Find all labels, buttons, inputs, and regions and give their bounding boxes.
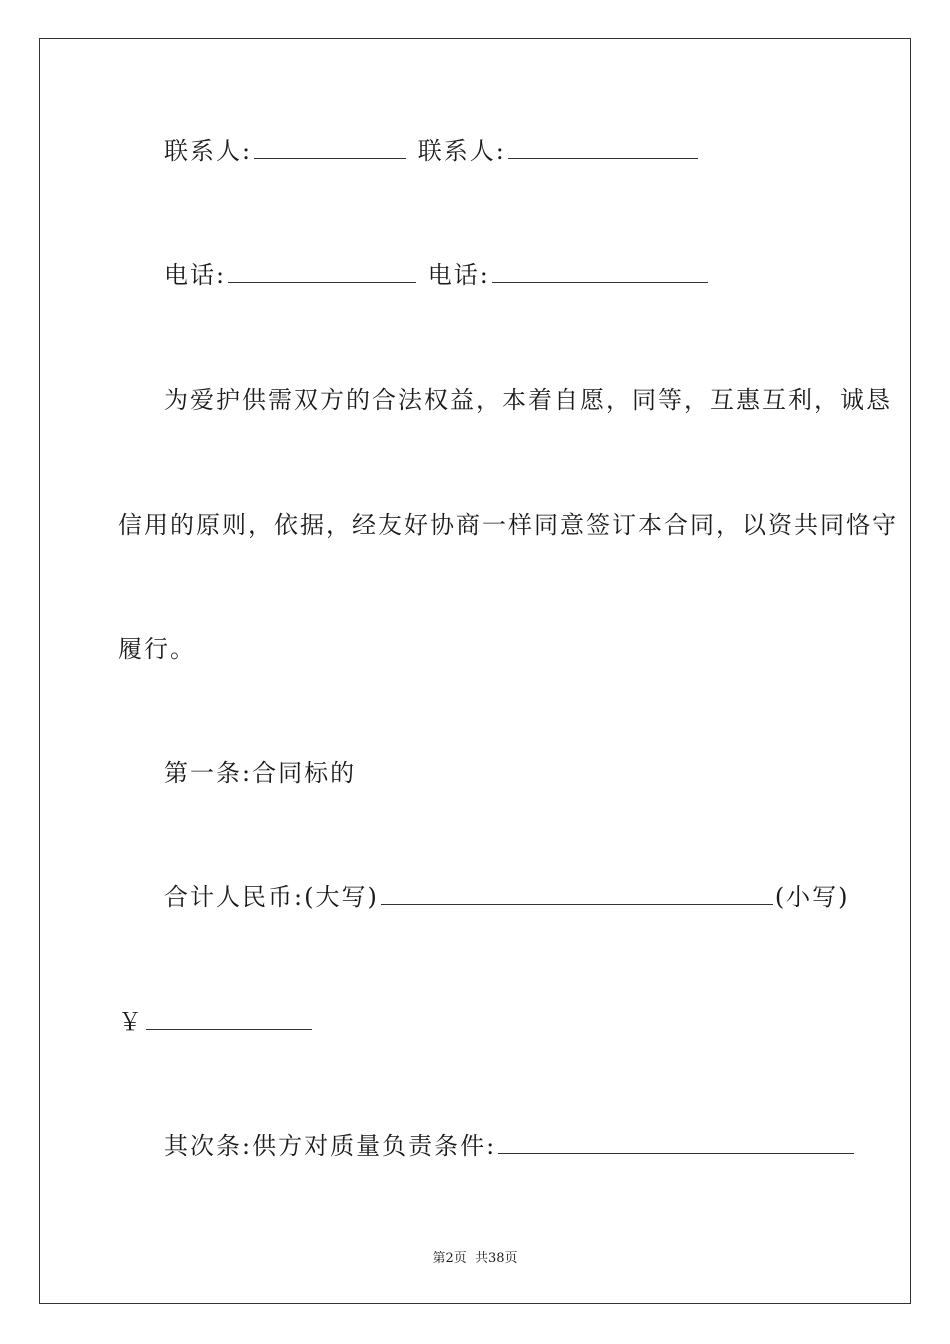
quality-terms-blank[interactable] [498, 1131, 854, 1154]
total-row [164, 882, 850, 912]
article2-label: 其次条:供方对质量负责条件: [164, 1132, 497, 1160]
contact-blank-b[interactable] [508, 136, 698, 159]
phone-label-b: 电话: [427, 261, 490, 289]
intro-line-3: 履行。 [118, 635, 196, 663]
total-uppercase-blank[interactable] [381, 882, 773, 905]
contact-row [164, 136, 700, 166]
phone-blank-a[interactable] [228, 260, 416, 283]
page-total: 共38页 [474, 1251, 518, 1266]
total-label: 合计人民币:(大写) [164, 883, 379, 911]
phone-label-a: 电话: [164, 261, 227, 289]
yen-row [118, 1007, 314, 1037]
contact-label-a: 联系人: [164, 137, 253, 165]
yen-symbol: ￥ [118, 1008, 144, 1036]
page-current: 第2页 [432, 1251, 467, 1266]
intro-line-1: 为爱护供需双方的合法权益，本着自愿，同等，互惠互利，诚恳 [164, 386, 892, 414]
page-footer [0, 1247, 950, 1266]
total-lowercase-blank[interactable] [146, 1007, 312, 1030]
article2-row [164, 1131, 856, 1161]
phone-row [164, 260, 710, 290]
intro-line-2: 信用的原则，依据，经友好协商一样同意签订本合同，以资共同恪守 [118, 511, 898, 539]
contact-blank-a[interactable] [254, 136, 406, 159]
phone-blank-b[interactable] [492, 260, 708, 283]
article1-heading: 第一条:合同标的 [164, 759, 357, 787]
page-border [39, 38, 911, 1304]
contact-label-b: 联系人: [417, 137, 506, 165]
lowercase-label: (小写) [774, 883, 850, 911]
